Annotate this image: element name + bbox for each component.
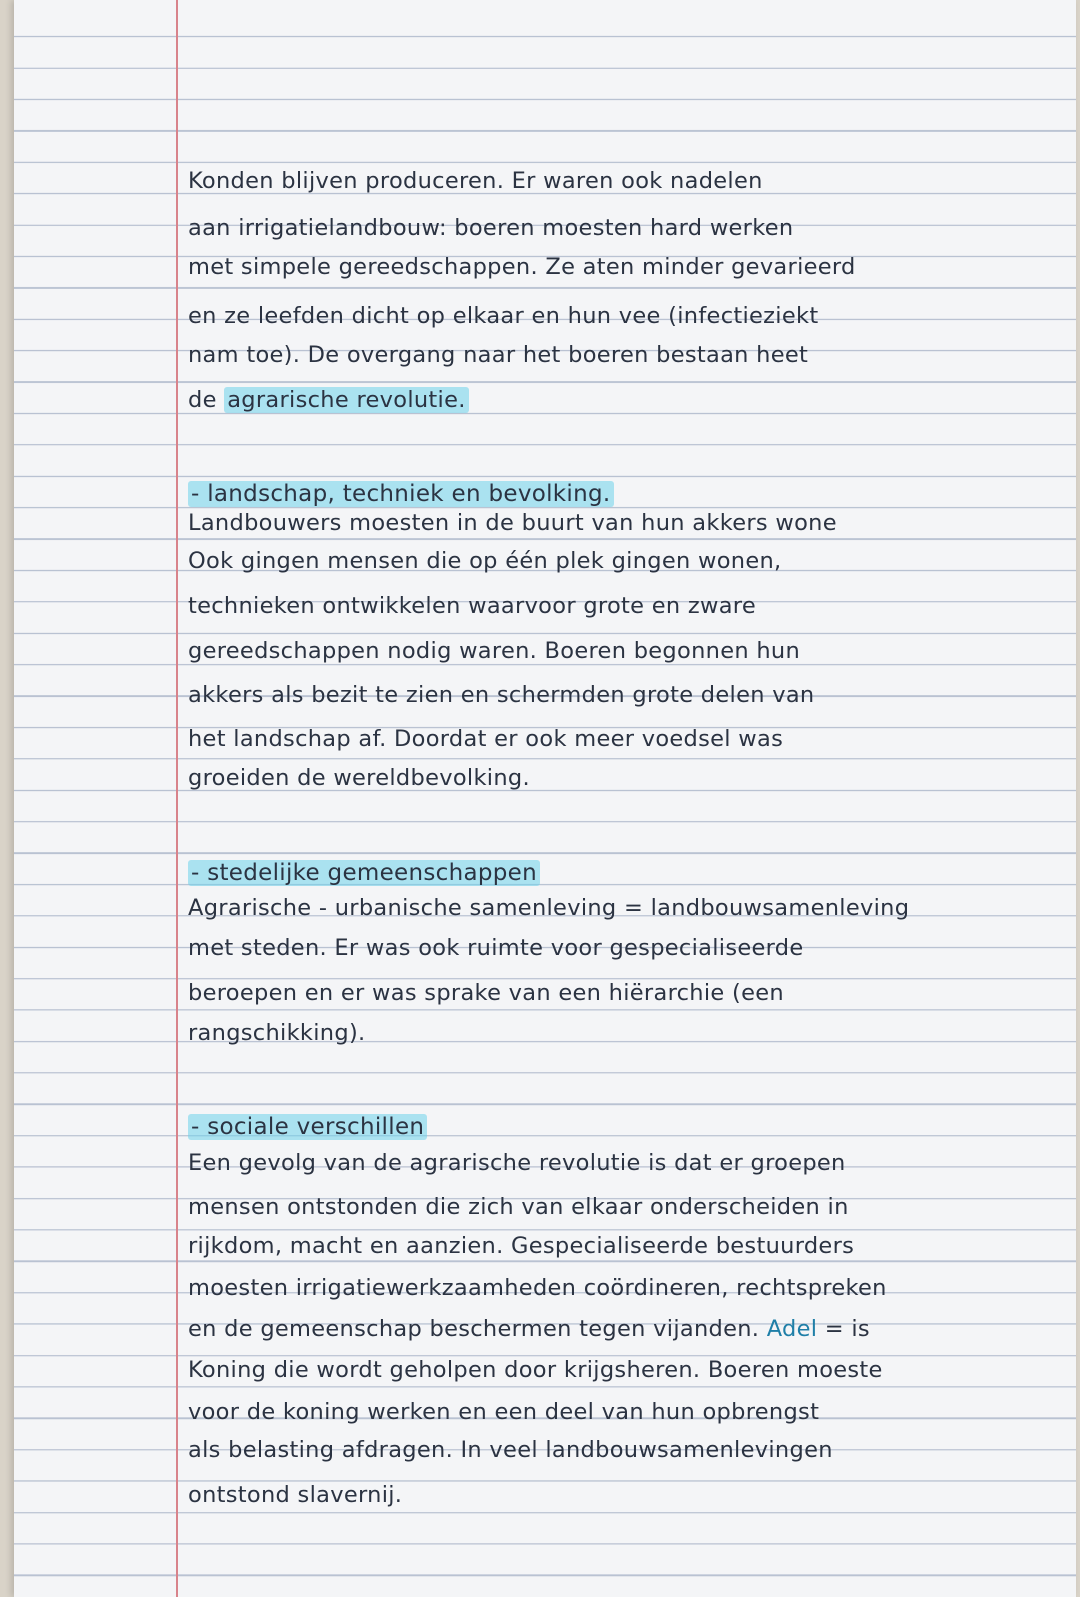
note-line: met steden. Er was ook ruimte voor gespecialiseerde [188, 935, 804, 961]
note-line: voor de koning werken en een deel van hun opbrengst [188, 1399, 820, 1425]
note-line: met simpele gereedschappen. Ze aten minder gevarieerd [188, 254, 856, 280]
note-line: Konden blijven produceren. Er waren ook nadelen [188, 168, 763, 194]
note-line: Koning die wordt geholpen door krijgsheren. Boeren moeste [188, 1357, 883, 1383]
note-line: Ook gingen mensen die op één plek gingen wonen, [188, 548, 782, 574]
note-line [188, 1316, 1068, 1342]
section-heading [188, 481, 1068, 507]
note-line: Agrarische - urbanische samenleving = landbouwsamenleving [188, 895, 910, 921]
note-line: mensen ontstonden die zich van elkaar onderscheiden in [188, 1194, 849, 1220]
note-line: akkers als bezit te zien en schermden grote delen van [188, 682, 815, 708]
note-line: nam toe). De overgang naar het boeren bestaan heet [188, 342, 809, 368]
note-line: groeiden de wereldbevolking. [188, 765, 530, 791]
margin-line [176, 0, 178, 1597]
note-line: ontstond slavernij. [188, 1482, 403, 1508]
note-text: = is [817, 1316, 870, 1342]
note-line: aan irrigatielandbouw: boeren moesten hard werken [188, 215, 794, 241]
note-line: technieken ontwikkelen waarvoor grote en zware [188, 593, 756, 619]
section-heading [188, 860, 1068, 886]
note-line: als belasting afdragen. In veel landbouwsamenlevingen [188, 1437, 833, 1463]
note-line: Een gevolg van de agrarische revolutie is dat er groepen [188, 1150, 846, 1176]
section-heading [188, 1114, 1068, 1140]
highlighted-term: Adel [766, 1316, 818, 1342]
heading-highlight: - landschap, techniek en bevolking. [188, 481, 614, 507]
highlighted-term: agrarische revolutie. [224, 387, 469, 413]
heading-highlight: - sociale verschillen [188, 1114, 427, 1140]
notebook-page [14, 0, 1076, 1597]
note-line: Landbouwers moesten in de buurt van hun akkers wone [188, 510, 837, 536]
note-line: en ze leefden dicht op elkaar en hun vee (infectieziekt [188, 303, 819, 329]
note-line: beroepen en er was sprake van een hiërarchie (een [188, 980, 784, 1006]
note-line: het landschap af. Doordat er ook meer voedsel was [188, 726, 784, 752]
heading-highlight: - stedelijke gemeenschappen [188, 860, 540, 886]
note-line [188, 387, 1068, 413]
note-line: rijkdom, macht en aanzien. Gespecialiseerde bestuurders [188, 1233, 855, 1259]
note-text: de [188, 387, 225, 413]
note-text: en de gemeenschap beschermen tegen vijanden. [188, 1316, 767, 1342]
note-line: gereedschappen nodig waren. Boeren begonnen hun [188, 638, 801, 664]
note-line: rangschikking). [188, 1020, 366, 1046]
note-line: moesten irrigatiewerkzaamheden coördineren, rechtspreken [188, 1275, 887, 1301]
